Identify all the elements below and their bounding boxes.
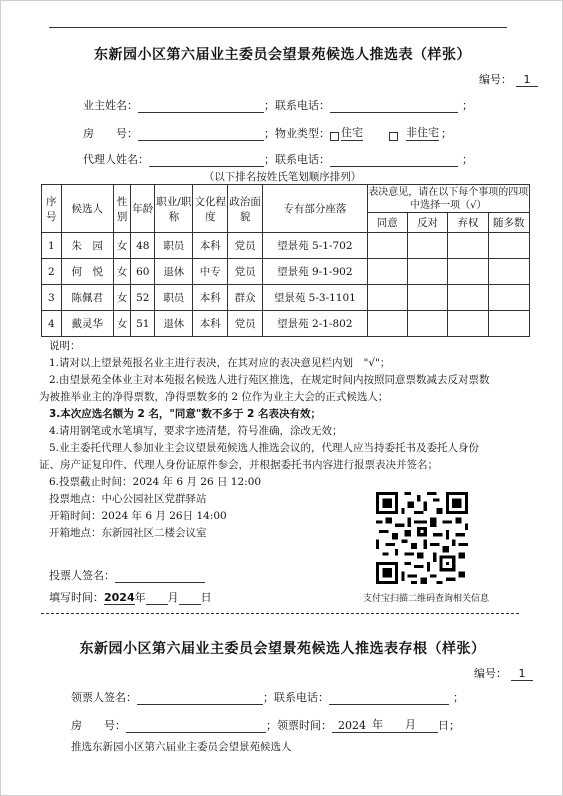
voter-sign-row xyxy=(49,567,205,583)
header-abstain: 弃权 xyxy=(448,213,488,233)
receive-year: 2024 xyxy=(332,719,372,733)
agent-name-field[interactable] xyxy=(149,155,264,167)
property-type-label: ；物业类型： xyxy=(264,127,330,140)
header-gender: 性别 xyxy=(113,185,130,233)
room-label: 房 号： xyxy=(83,127,138,140)
cell-name: 何 悦 xyxy=(61,259,113,285)
vote-agree-cell[interactable] xyxy=(367,259,407,285)
header-agree: 同意 xyxy=(367,213,407,233)
tear-line xyxy=(41,613,519,614)
vote-abstain-cell[interactable] xyxy=(448,311,488,337)
cell-address: 望景苑 5-1-702 xyxy=(263,233,368,259)
stub-end-semicolon: ； xyxy=(453,691,464,704)
owner-row xyxy=(83,97,473,113)
month-label: 月 xyxy=(167,591,179,604)
receive-time-label: ；领票时间： xyxy=(266,719,332,732)
header-candidate: 候选人 xyxy=(61,185,113,233)
owner-name-field[interactable] xyxy=(138,101,264,113)
cell-education: 本科 xyxy=(193,285,228,311)
cell-political: 党员 xyxy=(228,233,263,259)
vote-abstain-cell[interactable] xyxy=(448,285,488,311)
note-3: 3.本次应选名额为 2 名，"同意"数不多于 2 名表决有效； xyxy=(49,408,321,420)
receive-year-label: 年 xyxy=(372,718,383,731)
header-political: 政治面貌 xyxy=(228,185,263,233)
cell-name: 朱 园 xyxy=(61,233,113,259)
cell-age: 60 xyxy=(131,259,155,285)
receive-day-field[interactable] xyxy=(416,721,438,733)
recipient-label: 领票人签名： xyxy=(71,691,137,704)
stub-serial-value: 1 xyxy=(511,667,533,681)
header-age: 年龄 xyxy=(131,185,155,233)
stub-room-field[interactable] xyxy=(126,721,266,733)
vote-oppose-cell[interactable] xyxy=(407,233,447,259)
cell-job: 退休 xyxy=(155,311,193,337)
receive-day-label: 日； xyxy=(438,719,460,732)
sort-note: （以下排名按姓氏笔划顺序排列） xyxy=(203,171,362,183)
serial-number xyxy=(479,71,538,87)
agent-row xyxy=(83,151,473,167)
cell-job: 退休 xyxy=(155,259,193,285)
table-row xyxy=(42,285,530,311)
vote-follow-cell[interactable] xyxy=(488,233,529,259)
fill-month-field[interactable] xyxy=(146,593,168,605)
top-rule xyxy=(49,27,507,28)
residential-checkbox[interactable] xyxy=(330,132,339,141)
agent-phone-field[interactable] xyxy=(330,155,458,167)
qr-caption: 支付宝扫描二维码查询相关信息 xyxy=(362,594,489,604)
serial-value: 1 xyxy=(516,73,538,87)
note-1: 1.请对以上望景苑报名业主进行表决，在其对应的表决意见栏内划 "√"； xyxy=(49,357,391,369)
agent-end-semicolon: ； xyxy=(462,153,473,166)
cell-seq: 1 xyxy=(42,233,62,259)
cell-age: 48 xyxy=(131,233,155,259)
note-2a: 2.由望景苑全体业主对本苑报名候选人进行苑区推选，在规定时间内按照同意票数减去反对票数 xyxy=(49,374,490,386)
stub-footer: 推选东新园小区第六届业主委员会望景苑候选人 xyxy=(71,741,292,753)
cell-gender: 女 xyxy=(113,311,130,337)
vote-follow-cell[interactable] xyxy=(488,311,529,337)
room-field[interactable] xyxy=(138,129,264,141)
stub-serial-number xyxy=(474,665,533,681)
cell-job: 职员 xyxy=(155,233,193,259)
fill-day-field[interactable] xyxy=(179,593,201,605)
semicolon: ； xyxy=(441,127,452,140)
table-header-row xyxy=(42,185,530,213)
cell-job: 职员 xyxy=(155,285,193,311)
cell-seq: 2 xyxy=(42,259,62,285)
notes-heading: 说明： xyxy=(49,340,81,352)
cell-political: 群众 xyxy=(228,285,263,311)
note-5b: 证、房产证复印件、代理人身份证原件参会，并根据委托书内容进行报票表决并签名； xyxy=(39,459,438,471)
serial-label: 编号： xyxy=(479,73,512,86)
vote-oppose-cell[interactable] xyxy=(407,285,447,311)
cell-age: 51 xyxy=(131,311,155,337)
end-semicolon: ； xyxy=(462,99,473,112)
fill-year: 2024 xyxy=(104,591,135,604)
cell-address: 望景苑 5-3-1101 xyxy=(263,285,368,311)
cell-political: 党员 xyxy=(228,311,263,337)
note-4: 4.请用钢笔或水笔填写，要求字迹清楚，符号准确，涂改无效； xyxy=(49,425,343,437)
cell-gender: 女 xyxy=(113,233,130,259)
vote-agree-cell[interactable] xyxy=(367,233,407,259)
receive-month-field[interactable] xyxy=(383,721,405,733)
cell-name: 陈佩君 xyxy=(61,285,113,311)
owner-name-label: 业主姓名： xyxy=(83,99,138,112)
recipient-sign-field[interactable] xyxy=(137,693,263,705)
stub-title: 东新园小区第六届业主委员会望景苑候选人推选表存根（样张） xyxy=(79,641,486,657)
note-2b: 为被推举业主的净得票数，净得票数多的 2 位作为业主大会的正式候选人； xyxy=(39,391,389,403)
header-seq: 序号 xyxy=(42,185,62,233)
vote-abstain-cell[interactable] xyxy=(448,233,488,259)
vote-agree-cell[interactable] xyxy=(367,311,407,337)
stub-room-label: 房 号： xyxy=(71,719,126,732)
cell-gender: 女 xyxy=(113,259,130,285)
non-residential-label: 非住宅 xyxy=(406,126,439,139)
candidate-table xyxy=(41,184,530,337)
vote-follow-cell[interactable] xyxy=(488,259,529,285)
header-education: 文化程度 xyxy=(193,185,228,233)
cell-age: 52 xyxy=(131,285,155,311)
header-address: 专有部分座落 xyxy=(263,185,368,233)
residential-label: 住宅 xyxy=(341,126,363,139)
vote-follow-cell[interactable] xyxy=(488,285,529,311)
stub-phone-label: ；联系电话： xyxy=(263,691,329,704)
vote-oppose-cell[interactable] xyxy=(407,259,447,285)
year-label: 年 xyxy=(134,591,146,604)
stub-room-row xyxy=(71,716,460,733)
voter-sign-field[interactable] xyxy=(115,571,205,583)
header-oppose: 反对 xyxy=(407,213,447,233)
cell-name: 戴灵华 xyxy=(61,311,113,337)
stub-phone-field[interactable] xyxy=(329,693,449,705)
room-row xyxy=(83,124,452,141)
voter-sign-label: 投票人签名： xyxy=(49,569,115,582)
vote-agree-cell[interactable] xyxy=(367,285,407,311)
phone-field[interactable] xyxy=(330,101,458,113)
table-row xyxy=(42,311,530,337)
cell-education: 中专 xyxy=(193,259,228,285)
qr-code-image xyxy=(376,492,468,584)
phone-label: ；联系电话： xyxy=(264,99,330,112)
note-6: 6.投票截止时间：2024 年 6 月 26 日 12:00 xyxy=(49,476,262,488)
note-5a: 5.业主委托代理人参加业主会议望景苑候选人推选会议的，代理人应当持委托书及委托人身份 xyxy=(49,442,480,454)
open-place: 开箱地点：东新园社区二楼会议室 xyxy=(49,527,207,539)
vote-abstain-cell[interactable] xyxy=(448,259,488,285)
day-label: 日 xyxy=(200,591,212,604)
stub-recipient-row xyxy=(71,689,464,705)
receive-month-label: 月 xyxy=(405,718,416,731)
header-job: 职业/职称 xyxy=(155,185,193,233)
header-vote: 表决意见，请在以下每个事项的四项中选择一项（√） xyxy=(368,186,529,211)
table-row xyxy=(42,233,530,259)
header-follow: 随多数 xyxy=(488,213,529,233)
agent-phone-label: ；联系电话： xyxy=(264,153,330,166)
fill-date-row xyxy=(49,589,212,605)
fill-date-label: 填写时间： xyxy=(49,591,104,604)
form-title: 东新园小区第六届业主委员会望景苑候选人推选表（样张） xyxy=(94,47,471,63)
cell-seq: 3 xyxy=(42,285,62,311)
vote-place: 投票地点：中心公园社区党群驿站 xyxy=(49,493,207,505)
cell-address: 望景苑 2-1-802 xyxy=(263,311,368,337)
cell-address: 望景苑 9-1-902 xyxy=(263,259,368,285)
cell-seq: 4 xyxy=(42,311,62,337)
vote-oppose-cell[interactable] xyxy=(407,311,447,337)
cell-education: 本科 xyxy=(193,233,228,259)
non-residential-checkbox[interactable] xyxy=(389,132,398,141)
cell-gender: 女 xyxy=(113,285,130,311)
open-time: 开箱时间：2024 年 6 月 26日 14:00 xyxy=(49,510,227,522)
table-row xyxy=(42,259,530,285)
cell-education: 本科 xyxy=(193,311,228,337)
stub-serial-label: 编号： xyxy=(474,667,507,680)
agent-name-label: 代理人姓名： xyxy=(83,153,149,166)
cell-political: 党员 xyxy=(228,259,263,285)
